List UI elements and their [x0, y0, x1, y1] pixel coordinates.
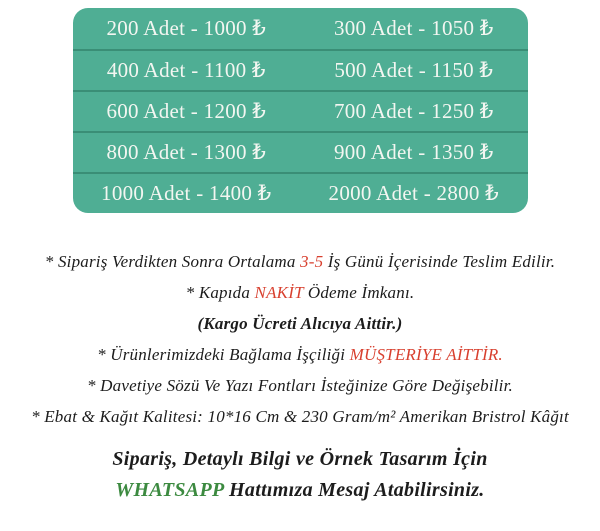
note-cargo-fee: (Kargo Ücreti Alıcıya Aittir.)	[197, 314, 403, 333]
note-text: Ödeme İmkanı.	[303, 283, 415, 302]
footer-section	[0, 444, 600, 506]
note-highlight-red: 3-5	[300, 252, 324, 271]
price-cell: 400 Adet - 1100 ₺	[106, 58, 266, 82]
footer-whatsapp-line	[0, 475, 600, 506]
notes-section	[0, 246, 600, 432]
price-cell: 900 Adet - 1350 ₺	[333, 140, 494, 164]
price-cell: 800 Adet - 1300 ₺	[106, 140, 267, 164]
price-cell: 500 Adet - 1150 ₺	[334, 58, 494, 82]
price-cell: 700 Adet - 1250 ₺	[333, 99, 494, 123]
note-cash-payment	[0, 277, 600, 308]
price-row	[73, 131, 528, 172]
price-cell: 300 Adet - 1050 ₺	[333, 16, 494, 40]
note-binding-labor	[0, 339, 600, 370]
whatsapp-highlight: WHATSAPP	[115, 479, 224, 501]
footer-contact-intro: Sipariş, Detaylı Bilgi ve Örnek Tasarım İçin	[112, 448, 488, 470]
note-text: * Kapıda	[185, 283, 255, 302]
note-delivery-time	[0, 246, 600, 277]
footer-text: Hattımıza Mesaj Atabilirsiniz.	[223, 479, 485, 501]
price-cell: 600 Adet - 1200 ₺	[106, 99, 267, 123]
note-text: * Ürünlerimizdeki Bağlama İşçiliği	[97, 345, 350, 364]
note-paper-quality: * Ebat & Kağıt Kalitesi: 10*16 Cm & 230 Gram/m² Amerikan Bristrol Kâğıt	[31, 407, 569, 426]
note-text: * Sipariş Verdikten Sonra Ortalama	[44, 252, 301, 271]
price-cell: 2000 Adet - 2800 ₺	[328, 181, 499, 205]
note-highlight-red: MÜŞTERİYE AİTTİR.	[349, 345, 503, 364]
note-fonts-changeable: * Davetiye Sözü Ve Yazı Fontları İsteğinize Göre Değişebilir.	[87, 376, 513, 395]
price-row	[73, 90, 528, 131]
price-cell: 200 Adet - 1000 ₺	[106, 16, 267, 40]
price-row	[73, 8, 528, 49]
price-row	[73, 172, 528, 213]
note-text: İş Günü İçerisinde Teslim Edilir.	[323, 252, 556, 271]
price-row	[73, 49, 528, 90]
price-table	[73, 8, 528, 213]
note-highlight-red: NAKİT	[254, 283, 304, 302]
price-cell: 1000 Adet - 1400 ₺	[101, 181, 272, 205]
